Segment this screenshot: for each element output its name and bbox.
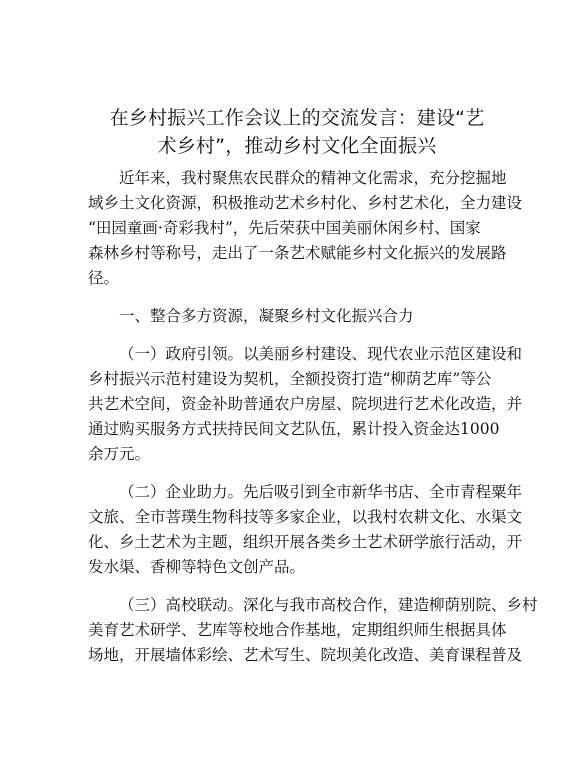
paragraph-line: （一）政府引领。以美丽乡村建设、现代农业示范区建设和: [119, 345, 523, 363]
intro-paragraph: [88, 166, 523, 291]
paragraph-line: 域乡土文化资源，积极推动艺术乡村化、乡村艺术化，全力建设: [88, 194, 523, 212]
paragraph-line: 发水渠、香柳等特色文创产品。: [88, 558, 306, 576]
paragraph-line: 余万元。: [88, 445, 151, 463]
paragraph-line: 文旅、全市菩璞生物科技等多家企业，以我村农耕文化、水渠文: [88, 508, 523, 526]
paragraph-line: 径。: [88, 269, 120, 287]
paragraph-line: “田园童画·奇彩我村”，先后荣获中国美丽休闲乡村、国家: [88, 219, 481, 237]
document-title: [82, 104, 512, 160]
paragraph-line: 通过购买服务方式扶持民间文艺队伍，累计投入资金达1000: [88, 420, 500, 438]
section-heading: [88, 304, 508, 329]
paragraph-line: 场地，开展墙体彩绘、艺术写生、院坝美化改造、美育课程普及: [88, 646, 523, 664]
title-line: 术乡村”，推动乡村文化全面振兴: [157, 135, 437, 157]
document-body: [88, 166, 538, 681]
paragraph-line: 乡村振兴示范村建设为契机，全额投资打造“柳荫艺库”等公: [88, 370, 492, 388]
heading-line: 一、整合多方资源，凝聚乡村文化振兴合力: [119, 307, 414, 325]
government-paragraph: [88, 342, 523, 467]
university-paragraph: [88, 593, 538, 668]
title-line: 在乡村振兴工作会议上的交流发言：建设“艺: [109, 107, 485, 129]
paragraph-line: 共艺术空间，资金补助普通农户房屋、院坝进行艺术化改造，并: [88, 395, 523, 413]
paragraph-line: 近年来，我村聚焦农民群众的精神文化需求，充分挖掘地: [119, 169, 507, 187]
paragraph-line: （二）企业助力。先后吸引到全市新华书店、全市青程粟年: [119, 483, 523, 501]
paragraph-line: 美育艺术研学、艺库等校地合作基地，定期组织师生根据具体: [88, 621, 507, 639]
paragraph-line: 化、乡土艺术为主题，组织开展各类乡土艺术研学旅行活动，开: [88, 533, 523, 551]
paragraph-line: 森林乡村等称号，走出了一条艺术赋能乡村文化振兴的发展路: [88, 244, 507, 262]
enterprise-paragraph: [88, 480, 523, 580]
paragraph-line: （三）高校联动。深化与我市高校合作，建造柳荫别院、乡村: [119, 596, 538, 614]
